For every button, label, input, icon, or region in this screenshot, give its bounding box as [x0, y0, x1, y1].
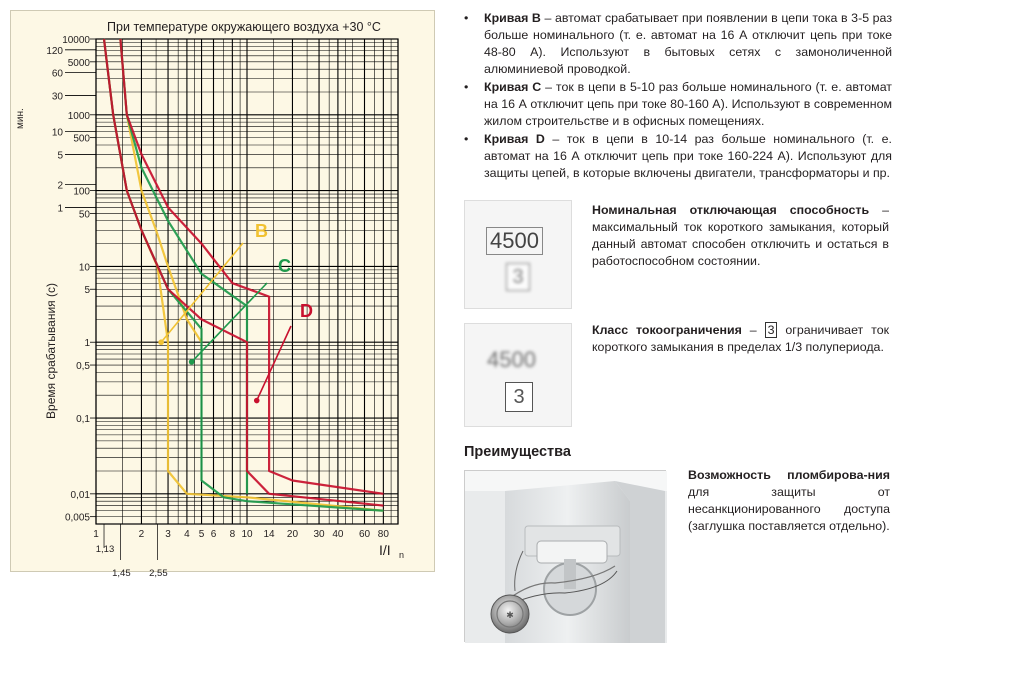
y-tick-seconds: 500	[73, 133, 90, 145]
current-limit-text	[592, 322, 889, 356]
current-limit-dash: –	[741, 323, 765, 337]
breaking-capacity-marking	[464, 200, 572, 309]
y-tick-seconds: 5000	[67, 57, 90, 69]
curve-bullet-list	[462, 10, 892, 183]
trip-curve-chart	[10, 10, 435, 579]
x-tick: 20	[286, 529, 299, 540]
x-tick: 6	[210, 529, 217, 540]
y-tick-seconds: 0,01	[70, 489, 90, 501]
y-tick-seconds: 100	[73, 186, 90, 198]
breaking-capacity-desc: – максимальный ток короткого замыкания, который данный автомат способен отключить и остаться в работоспособном состоянии.	[592, 203, 889, 268]
breaking-capacity-title: Номинальная отключающая способность	[592, 203, 870, 217]
x-tick: 60	[358, 529, 371, 540]
y-tick-minutes: 60	[51, 68, 63, 80]
current-limit-class-box: 3	[765, 322, 778, 338]
breaker-seal-illustration	[465, 471, 667, 643]
curve-d-title: Кривая D	[484, 132, 545, 146]
y-tick-minutes: 1	[57, 203, 63, 215]
x-extra-tick: 1,13	[95, 544, 115, 555]
bullet-curve-b	[462, 10, 892, 78]
x-tick: 2	[138, 529, 145, 540]
curve-b-title: Кривая B	[484, 11, 541, 25]
x-tick: 5	[198, 529, 205, 540]
x-tick: 30	[313, 529, 325, 540]
y-tick-seconds: 10000	[62, 35, 90, 46]
bullet-curve-d	[462, 131, 892, 182]
breaking-capacity-text	[592, 202, 889, 270]
y-tick-minutes: 120	[46, 45, 63, 57]
sealing-photo	[464, 470, 666, 642]
x-tick: 4	[184, 529, 190, 540]
x-tick: 14	[263, 529, 275, 540]
sealing-desc: для защиты от несанкционированного доступа (заглушка поставляется отдельно).	[688, 485, 890, 533]
x-axis-label: I/I	[379, 542, 391, 558]
x-tick: 80	[377, 529, 389, 540]
rating-3-blurred: 3	[506, 263, 530, 291]
sealing-title: Возможность пломбирова-ния	[688, 468, 890, 482]
bullet-curve-c	[462, 79, 892, 130]
curve-c-title: Кривая C	[484, 80, 542, 94]
curve-d-pointer-dot	[254, 398, 260, 404]
curve-d-lower	[104, 39, 383, 506]
chart-title: При температуре окружающего воздуха +30 °С	[107, 20, 381, 34]
x-tick: 1	[93, 529, 99, 540]
y-tick-seconds: 1	[84, 338, 90, 350]
x-tick: 8	[229, 529, 236, 540]
curve-c-lower	[104, 39, 383, 511]
current-limit-desc: ограничивает ток короткого замыкания в пределах 1/3 полупериода.	[592, 323, 890, 354]
y-tick-seconds: 5	[84, 285, 90, 297]
x-tick: 40	[332, 529, 344, 540]
y-tick-seconds: 1000	[67, 110, 90, 122]
y-tick-seconds: 0,1	[76, 414, 90, 426]
curve-c-text: – ток в цепи в 5-10 раз больше номинального (т. е. автомат на 16 А отключит цепь при токе 80-160 А). Используют в современном жилом строительстве и в офисных помещениях.	[484, 80, 892, 128]
y-tick-seconds: 10	[78, 262, 90, 274]
bullet-dot: •	[464, 80, 469, 94]
current-limit-marking	[464, 323, 572, 427]
bullet-dot: •	[464, 11, 469, 25]
x-tick: 10	[241, 529, 253, 540]
advantages-heading: Преимущества	[464, 444, 571, 460]
x-extra-tick: 2,55	[149, 568, 168, 579]
y-tick-seconds: 0,5	[76, 361, 90, 373]
x-axis-label-subscript: n	[399, 550, 405, 560]
sealing-text	[688, 467, 890, 535]
rating-4500: 4500	[486, 227, 543, 255]
curve-b-lower	[104, 39, 383, 511]
y-tick-minutes: 2	[57, 180, 63, 192]
y-tick-minutes: 10	[51, 127, 63, 139]
rating-3: 3	[505, 382, 533, 412]
y-minutes-label: мин.	[15, 108, 26, 129]
y-tick-minutes: 5	[57, 150, 63, 162]
y-tick-seconds: 0,005	[64, 512, 90, 524]
curve-c-label: C	[278, 256, 291, 276]
trip-curve-svg	[11, 11, 436, 579]
curve-b-label: B	[255, 221, 268, 241]
x-tick: 3	[165, 529, 171, 540]
bullet-dot: •	[464, 132, 469, 146]
y-tick-minutes: 30	[51, 91, 63, 103]
x-extra-tick: 1,45	[112, 568, 131, 579]
svg-text:✱: ✱	[506, 611, 514, 621]
current-limit-title: Класс токоограничения	[592, 323, 742, 337]
y-tick-seconds: 50	[78, 209, 90, 221]
curve-b-pointer-dot	[158, 339, 164, 345]
y-axis-label: Время срабатывания (с)	[44, 283, 58, 419]
curve-c-pointer-dot	[189, 359, 195, 365]
curve-d-text: – ток в цепи в 10-14 раз больше номинального (т. е. автомат на 16 А отключит цепь при токе 160-224 А). Используют для защиты цепей, в которые включены двигатели, трансформаторы и пр.	[484, 132, 892, 180]
curve-d-label: D	[300, 301, 313, 321]
rating-4500-blurred: 4500	[487, 347, 536, 372]
curve-b-text: – автомат срабатывает при появлении в цепи тока в 3-5 раз больше номинального (т. е. автомат на 16 А отключит цепь при токе 48-80 А). Используют в бытовых сетях с замоноличенной алюминиевой проводкой.	[484, 11, 892, 76]
